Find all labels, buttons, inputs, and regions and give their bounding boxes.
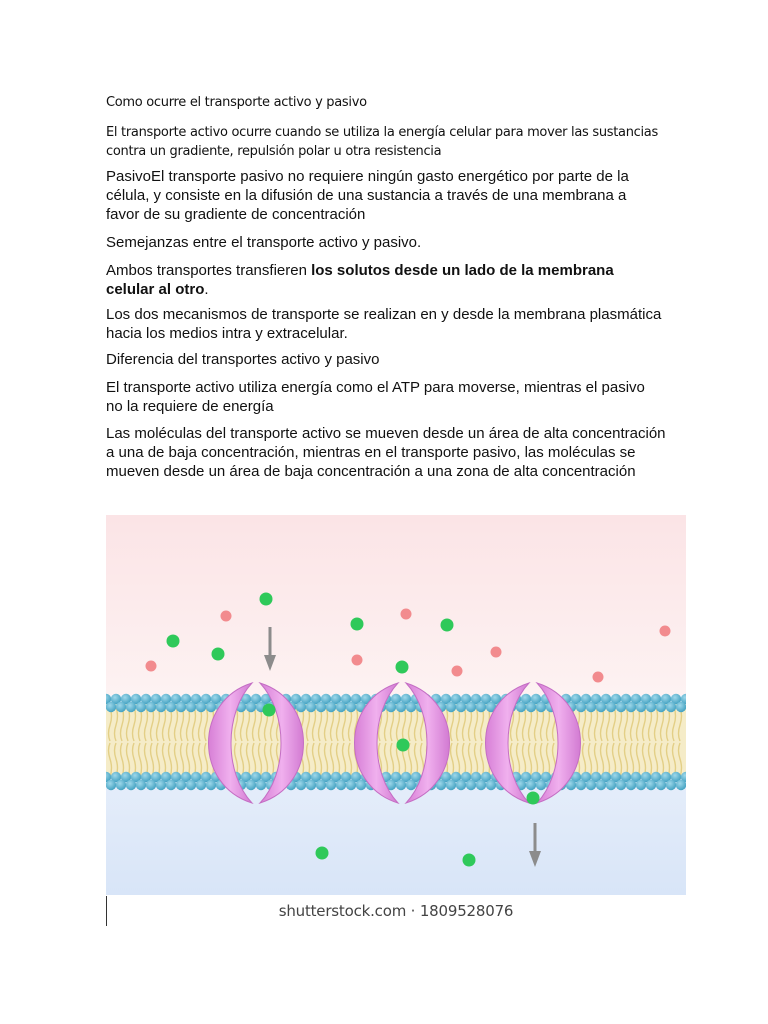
phospholipid-head (446, 702, 456, 712)
phospholipid-head (316, 780, 326, 790)
phospholipid-head (656, 780, 666, 790)
phospholipid-head (606, 702, 616, 712)
phospholipid-head (166, 702, 176, 712)
paragraph-mechanisms: Los dos mecanismos de transporte se realizan en y desde la membrana plasmática hacia los medios intra y extracelular. (106, 306, 662, 342)
phospholipid-head (646, 702, 656, 712)
phospholipid-head (336, 780, 346, 790)
green-molecule (263, 704, 276, 717)
phospholipid-head (346, 702, 356, 712)
red-molecule (146, 661, 157, 672)
phospholipid-head (636, 702, 646, 712)
phospholipid-head (176, 702, 186, 712)
phospholipid-head (666, 780, 676, 790)
phospholipid-head (676, 702, 686, 712)
red-molecule (401, 609, 412, 620)
phospholipid-head (206, 702, 216, 712)
phospholipid-head (326, 780, 336, 790)
phospholipid-head (196, 702, 206, 712)
green-molecule (212, 648, 225, 661)
heading-differences: Diferencia del transportes activo y pasivo (106, 351, 380, 368)
phospholipid-head (306, 780, 316, 790)
membrane-svg (106, 515, 686, 895)
phospholipid-head (196, 780, 206, 790)
phospholipid-head (126, 780, 136, 790)
phospholipid-head (356, 780, 366, 790)
heading-similarities: Semejanzas entre el transporte activo y pasivo. (106, 234, 422, 251)
red-molecule (491, 647, 502, 658)
green-molecule (441, 619, 454, 632)
phospholipid-head (136, 780, 146, 790)
phospholipid-head (396, 780, 406, 790)
phospholipid-head (386, 702, 396, 712)
phospholipid-head (486, 780, 496, 790)
phospholipid-head (166, 780, 176, 790)
phospholipid-head (406, 702, 416, 712)
phospholipid-head (146, 702, 156, 712)
phospholipid-head (586, 702, 596, 712)
phospholipid-head (626, 702, 636, 712)
red-molecule (221, 611, 232, 622)
phospholipid-head (526, 780, 536, 790)
paragraph-both-transports (106, 261, 656, 299)
phospholipid-head (246, 780, 256, 790)
both-suffix-text: . (204, 281, 209, 298)
lipid-tail-layer (106, 703, 686, 779)
paragraph-active-definition: El transporte activo ocurre cuando se utiliza la energía celular para mover las sustancias contra un gradiente, repulsión polar u otra resistencia (106, 125, 658, 159)
phospholipid-head (476, 702, 486, 712)
membrane-transport-illustration (106, 515, 686, 895)
phospholipid-head (476, 780, 486, 790)
phospholipid-head (596, 702, 606, 712)
green-molecule (396, 661, 409, 674)
phospholipid-head (106, 780, 116, 790)
green-molecule (527, 792, 540, 805)
phospholipid-head (536, 702, 546, 712)
green-molecule (351, 618, 364, 631)
phospholipid-head (246, 702, 256, 712)
phospholipid-head (156, 702, 166, 712)
phospholipid-head (316, 702, 326, 712)
phospholipid-head (576, 702, 586, 712)
phospholipid-head (516, 702, 526, 712)
phospholipid-head (536, 780, 546, 790)
phospholipid-head (586, 780, 596, 790)
phospholipid-head (126, 702, 136, 712)
phospholipid-head (326, 702, 336, 712)
phospholipid-head (306, 702, 316, 712)
phospholipid-head (406, 780, 416, 790)
phospholipid-head (116, 780, 126, 790)
phospholipid-head (646, 780, 656, 790)
phospholipid-head (396, 702, 406, 712)
phospholipid-head (296, 702, 306, 712)
phospholipid-head (656, 702, 666, 712)
phospholipid-head (626, 780, 636, 790)
phospholipid-head (616, 780, 626, 790)
phospholipid-head (666, 702, 676, 712)
phospholipid-head (576, 780, 586, 790)
phospholipid-head (346, 780, 356, 790)
phospholipid-head (186, 780, 196, 790)
red-molecule (452, 666, 463, 677)
green-molecule (463, 854, 476, 867)
green-molecule (397, 739, 410, 752)
red-molecule (593, 672, 604, 683)
phospholipid-head (636, 780, 646, 790)
both-prefix-text: Ambos transportes transfieren (106, 262, 312, 279)
phospholipid-head (526, 702, 536, 712)
phospholipid-head (296, 780, 306, 790)
paragraph-molecules: Las moléculas del transporte activo se mueven desde un área de alta concentración a una de baja concentración, mientras en el transporte pasivo, las moléculas se mueven desde un área de baja concentración a una zona de alta concentración (106, 425, 666, 480)
phospholipid-head (446, 780, 456, 790)
paragraph-atp: El transporte activo utiliza energía como el ATP para moverse, mientras el pasivo no la requiere de energía (106, 379, 645, 415)
phospholipid-head (176, 780, 186, 790)
phospholipid-head (676, 780, 686, 790)
phospholipid-head (136, 702, 146, 712)
red-molecule (352, 655, 363, 666)
phospholipid-head (606, 780, 616, 790)
phospholipid-head (116, 702, 126, 712)
phospholipid-head (256, 780, 266, 790)
phospholipid-head (596, 780, 606, 790)
both-bold-text: los solutos desde un lado de la membrana celular al otro (106, 262, 614, 298)
phospholipid-head (456, 780, 466, 790)
phospholipid-head (466, 780, 476, 790)
phospholipid-head (336, 702, 346, 712)
green-molecule (316, 847, 329, 860)
red-molecule (660, 626, 671, 637)
phospholipid-head (106, 702, 116, 712)
phospholipid-head (146, 780, 156, 790)
phospholipid-head (456, 702, 466, 712)
green-molecule (167, 635, 180, 648)
paragraph-passive-definition: PasivoEl transporte pasivo no requiere ningún gasto energético por parte de la célula, y consiste en la difusión de una sustancia a través de una membrana a favor de su gradiente de concentración (106, 168, 629, 223)
phospholipid-head (206, 780, 216, 790)
phospholipid-head (616, 702, 626, 712)
phospholipid-head (156, 780, 166, 790)
phospholipid-head (186, 702, 196, 712)
phospholipid-head (466, 702, 476, 712)
green-molecule (260, 593, 273, 606)
document-title: Como ocurre el transporte activo y pasivo (106, 95, 367, 110)
image-credit: shutterstock.com · 1809528076 (278, 902, 514, 920)
